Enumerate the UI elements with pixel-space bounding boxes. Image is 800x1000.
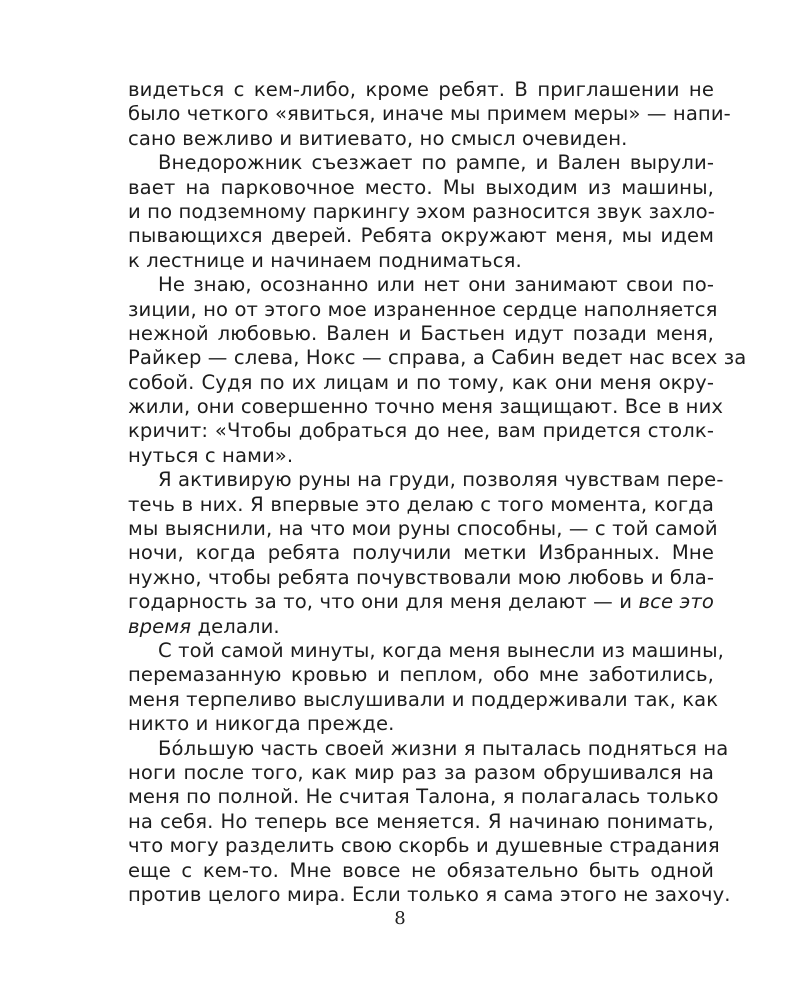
text-line — [128, 687, 719, 712]
text-line — [128, 590, 714, 614]
text-line — [128, 395, 724, 419]
text-run: зиции, но от этого мое израненное сердце наполняется — [128, 297, 718, 321]
text-line — [128, 493, 714, 517]
paragraph — [128, 468, 724, 639]
text-line — [128, 859, 714, 883]
text-line — [128, 200, 714, 224]
text-line — [128, 322, 714, 346]
text-line — [128, 517, 718, 541]
text-run: и по подземному паркингу эхом разносится звук захло- — [128, 199, 715, 223]
text-run: против целого мира. Если только я сама этого не захочу. — [128, 882, 731, 906]
text-run: было четкого «явиться, иначе мы примем меры» — напи- — [128, 102, 731, 126]
text-line — [128, 127, 714, 151]
paragraph — [128, 736, 731, 908]
text-run: нежной любовью. Вален и Бастьен идут позади меня, — [128, 321, 714, 345]
text-run: Я активирую руны на груди, позволяя чувствам пере- — [158, 468, 724, 492]
paragraph — [128, 78, 731, 151]
text-line — [128, 151, 714, 175]
italic-text: все это — [638, 590, 714, 614]
text-line — [128, 102, 731, 126]
text-run: меня терпеливо выслушивали и поддерживали так, как — [128, 687, 719, 711]
text-run: Бóльшую часть своей жизни я пыталась подняться на — [158, 736, 729, 760]
text-line — [128, 541, 714, 565]
text-run: течь в них. Я впервые это делаю с того момента, когда — [128, 492, 714, 516]
text-run: жили, они совершенно точно меня защищают. Все в них — [128, 395, 724, 419]
text-run: что могу разделить свою скорбь и душевные страдания — [128, 834, 720, 858]
text-run: меня по полной. Не считая Талона, я полагалась только — [128, 785, 719, 809]
text-run: мы выяснили, на что мои руны способны, — с той самой — [128, 517, 718, 541]
text-run: нужно, чтобы ребята почувствовали мою любовь и бла- — [128, 565, 715, 589]
text-run: делали. — [191, 614, 280, 638]
text-line — [128, 371, 714, 395]
text-run: к лестнице и начинаем подниматься. — [128, 248, 522, 272]
text-run: еще с кем-то. Мне вовсе не обязательно быть одной — [128, 858, 714, 882]
text-line — [128, 468, 724, 492]
text-run: Внедорожник съезжает по рампе, и Вален вырули- — [158, 151, 714, 175]
text-line — [128, 785, 719, 809]
text-line — [128, 834, 720, 858]
page-number: 8 — [394, 908, 406, 929]
body-text — [128, 78, 747, 907]
text-line — [128, 419, 714, 443]
text-run: ночи, когда ребята получили метки Избранных. Мне — [128, 541, 714, 565]
text-line — [128, 736, 729, 761]
text-run: перемазанную кровью и пеплом, обо мне заботились, — [128, 663, 714, 687]
italic-text: время — [128, 614, 192, 638]
text-run: собой. Судя по их лицам и по тому, как они меня окру- — [128, 370, 714, 394]
text-run: на себя. Но теперь все меняется. Я начинаю понимать, — [128, 809, 714, 833]
text-line — [128, 346, 747, 370]
text-line — [128, 810, 714, 834]
text-run: никто и никогда прежде. — [128, 712, 395, 736]
paragraph — [128, 638, 724, 737]
paragraph — [128, 151, 714, 273]
text-line — [128, 249, 714, 273]
text-line — [128, 78, 714, 102]
text-run: нуться с нами». — [128, 443, 294, 467]
text-run: ноги после того, как мир раз за разом обрушивался на — [128, 760, 714, 784]
text-line — [128, 176, 714, 200]
text-line — [128, 663, 714, 687]
text-line — [128, 882, 731, 907]
text-line — [128, 297, 718, 322]
text-line — [128, 712, 714, 736]
text-run: Райкер — слева, Нокс — справа, а Сабин ведет нас всех за — [128, 346, 747, 370]
text-run: годарность за то, что они для меня делают — и — [128, 590, 639, 614]
text-run: С той самой минуты, когда меня вынесли из машины, — [158, 638, 724, 662]
text-run: пывающихся дверей. Ребята окружают меня, мы идем — [128, 224, 714, 248]
text-line — [128, 615, 714, 639]
text-run: кричит: «Чтобы добраться до нее, вам придется столк- — [128, 419, 714, 443]
text-run: сано вежливо и витиевато, но смысл очевиден. — [128, 126, 628, 150]
text-line — [128, 273, 714, 297]
text-run: вает на парковочное место. Мы выходим из машины, — [128, 175, 714, 199]
text-run: видеться с кем-либо, кроме ребят. В приглашении не — [128, 78, 714, 101]
text-line — [128, 444, 714, 468]
text-line — [128, 224, 714, 248]
text-line — [128, 761, 714, 785]
text-run: Не знаю, осознанно или нет они занимают свои по- — [158, 273, 714, 297]
text-line — [128, 566, 714, 590]
text-line — [128, 638, 724, 663]
paragraph — [128, 273, 747, 468]
